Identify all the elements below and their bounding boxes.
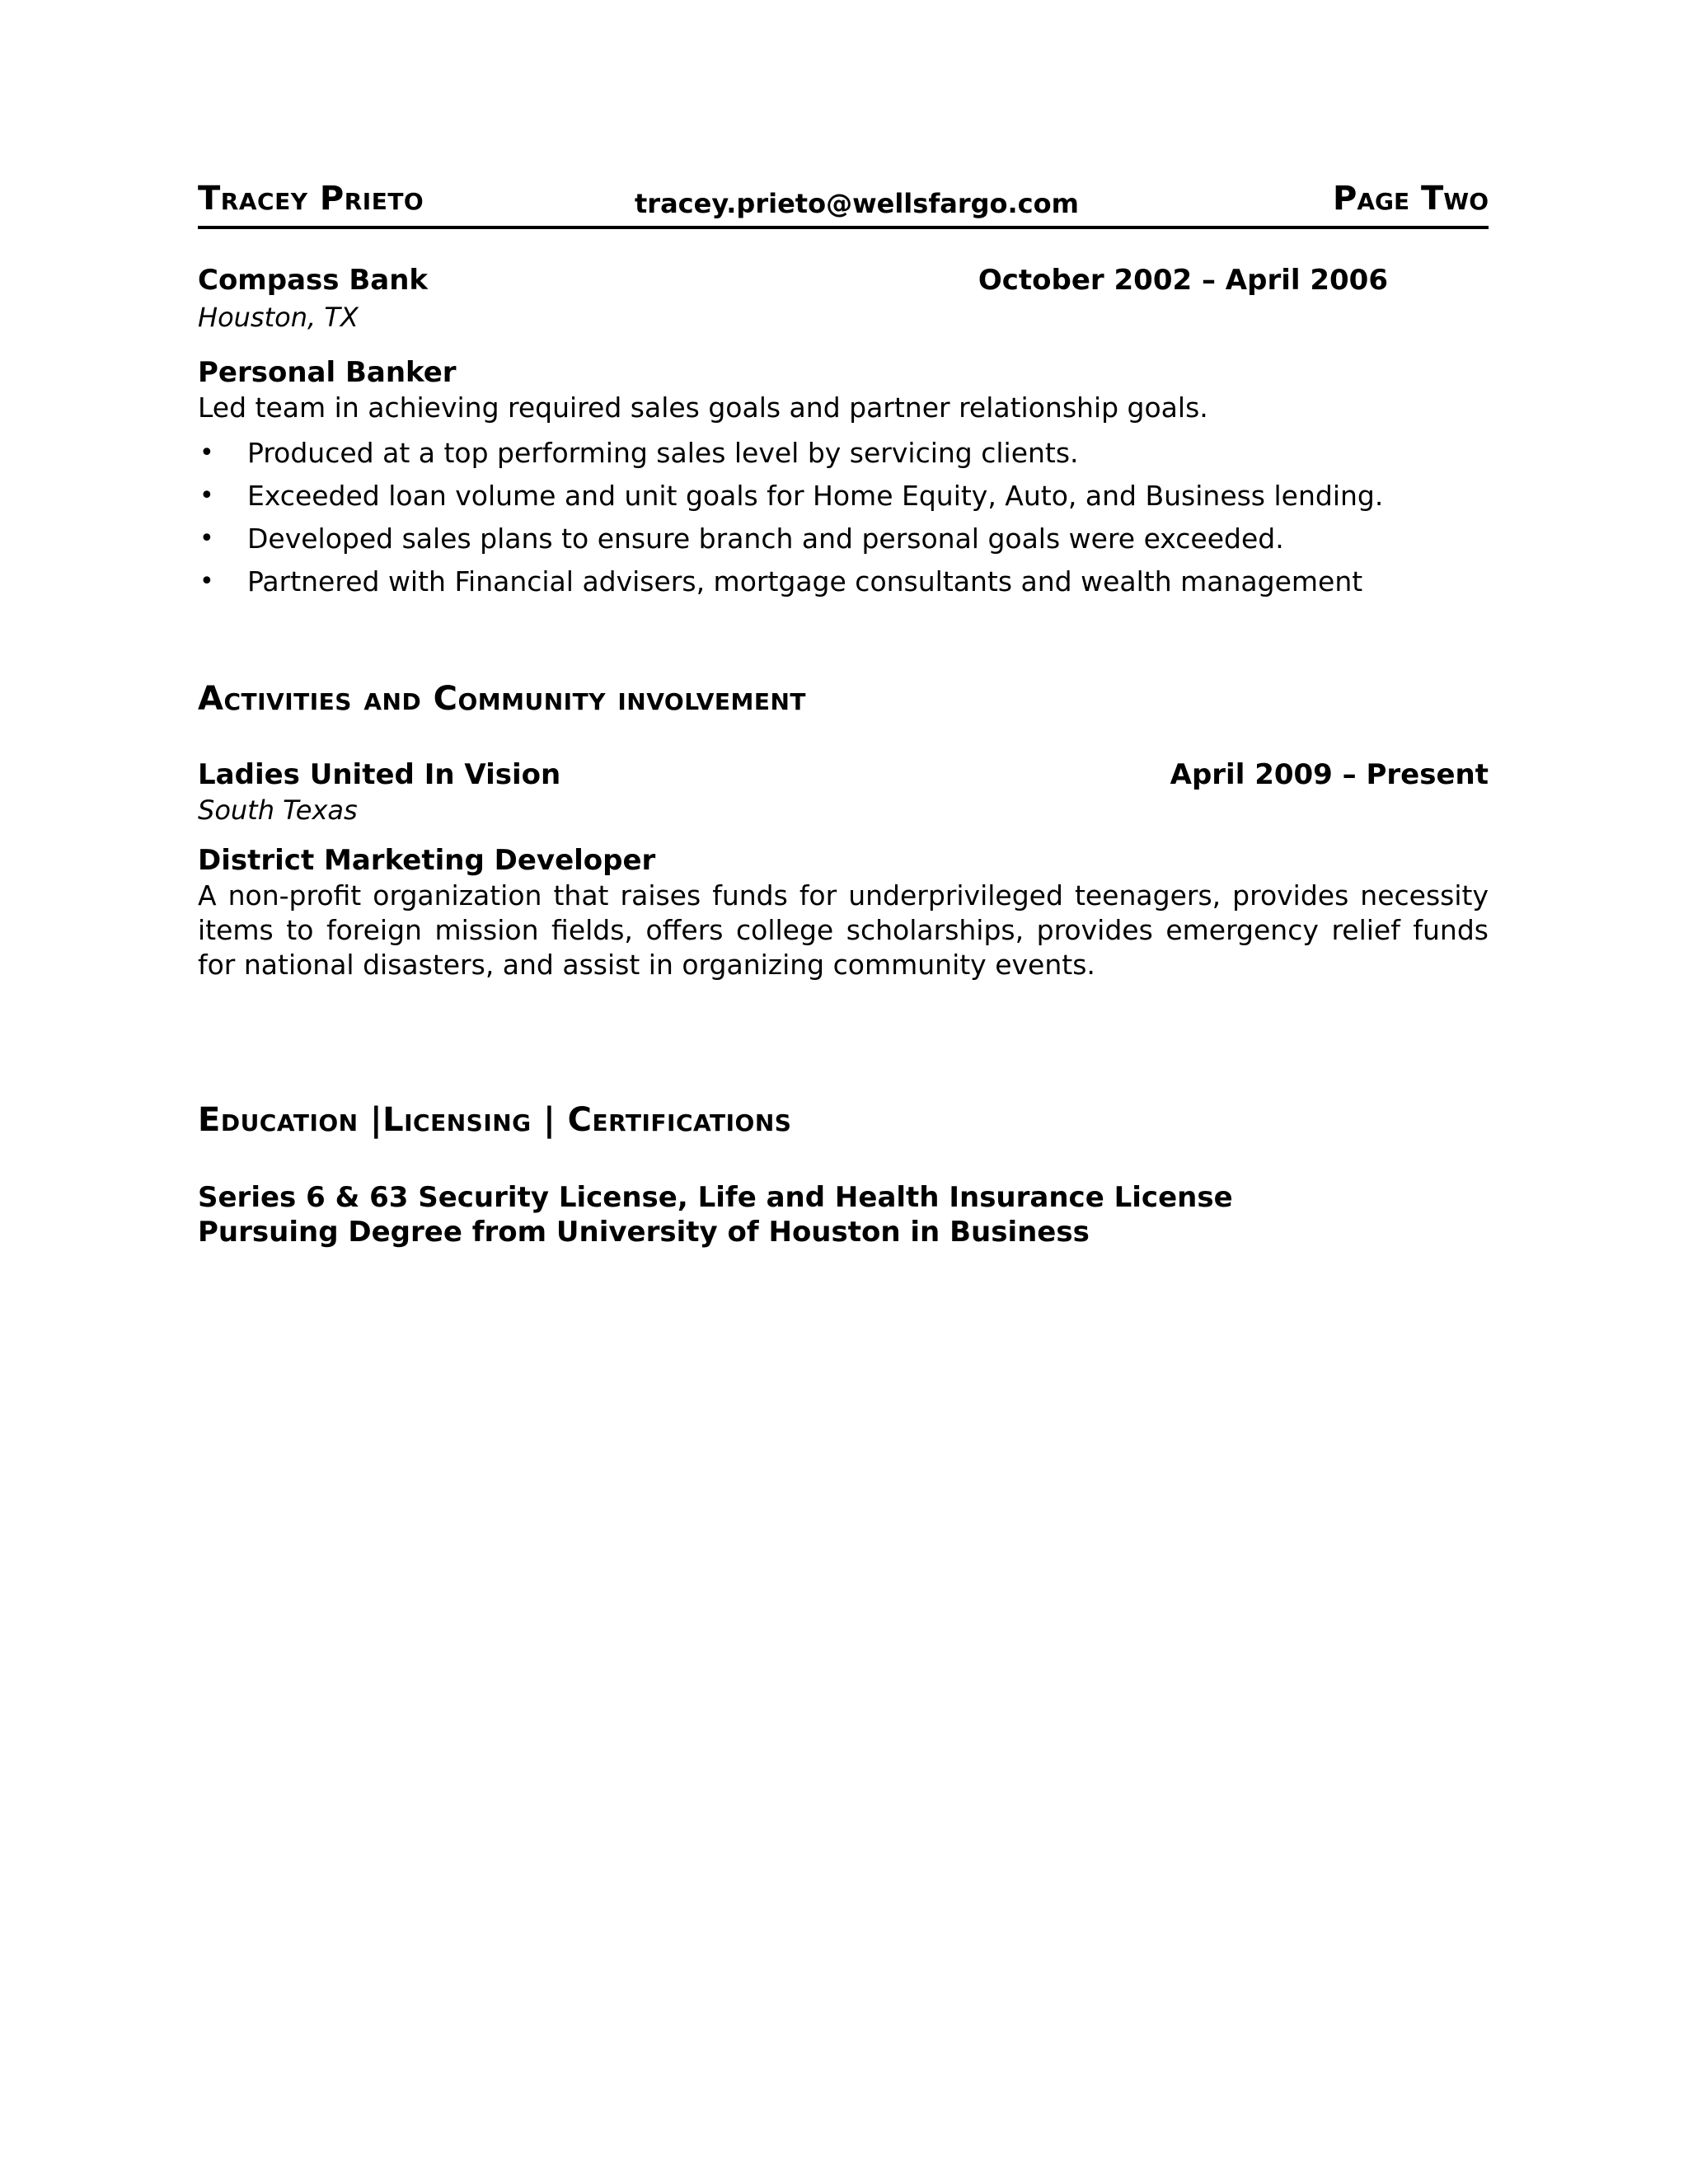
list-item: • Exceeded loan volume and unit goals for Home Equity, Auto, and Business lending. <box>198 475 1489 518</box>
activities-org-row <box>198 758 1489 796</box>
experience-org-row <box>198 264 1489 302</box>
experience-bullet-list <box>198 432 1489 603</box>
activities-title: District Marketing Developer <box>198 844 656 877</box>
page-number-label: Page Two <box>1333 180 1489 218</box>
education-line-2: Pursuing Degree from University of Houston in Business <box>198 1216 1090 1249</box>
education-line-1: Series 6 & 63 Security License, Life and Health Insurance License <box>198 1181 1233 1214</box>
activities-organization: Ladies United In Vision <box>198 758 561 791</box>
activities-description: A non-profit organization that raises funds for underprivileged teenagers, provides necessity items to foreign mission fields, offers college scholarships, provides emergency relief funds for national disasters, and assist in organizing community events. <box>198 879 1489 981</box>
bullet-icon: • <box>199 524 214 553</box>
list-item: • Developed sales plans to ensure branch and personal goals were exceeded. <box>198 518 1489 560</box>
activities-location: South Texas <box>198 794 358 826</box>
candidate-name: Tracey Prieto <box>198 180 424 218</box>
email-address: tracey.prieto@wellsfargo.com <box>635 188 1079 219</box>
bullet-icon: • <box>199 567 214 596</box>
experience-organization: Compass Bank <box>198 264 429 297</box>
activities-section-title: Activities and Community involvement <box>198 680 807 718</box>
list-item: • Produced at a top performing sales level by servicing clients. <box>198 432 1489 475</box>
bullet-icon: • <box>199 438 214 467</box>
list-item: • Partnered with Financial advisers, mortgage consultants and wealth management <box>198 560 1489 603</box>
experience-dates: October 2002 – April 2006 <box>978 264 1388 297</box>
page-header <box>198 180 1489 229</box>
experience-location: Houston, TX <box>198 302 359 333</box>
experience-summary: Led team in achieving required sales goals and partner relationship goals. <box>198 391 1208 424</box>
experience-title: Personal Banker <box>198 356 457 389</box>
education-section-title: Education |Licensing | Certifications <box>198 1101 792 1139</box>
activities-dates: April 2009 – Present <box>1170 758 1489 791</box>
bullet-icon: • <box>199 481 214 510</box>
